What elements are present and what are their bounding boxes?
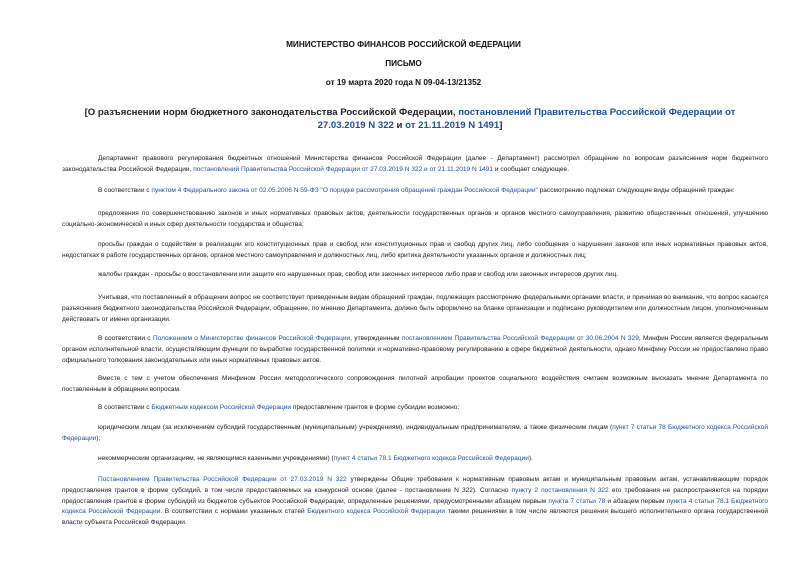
paragraph-decree-322	[62, 475, 768, 529]
title-text-and: и	[393, 120, 406, 131]
paragraph-text: предоставление грантов в форме субсидии возможно:	[291, 404, 460, 411]
paragraph-regulation	[62, 334, 768, 366]
paragraph-text: утверждены Общие требования к нормативным правовым актам и муниципальным правовым актам, устанавливающим порядок предоставления грантов в форме субсидий, в том числе предоставляемых на конкурсной основе (далее - постановление N 322). Согласно	[62, 476, 768, 494]
paragraph-complaints: жалобы граждан - просьбы о восстановлении или защите его нарушенных прав, свобод или законных интересов либо прав и свобод или законных интересов других лиц.	[98, 271, 619, 278]
paragraph-text: , утвержденным	[350, 335, 402, 342]
document-type: ПИСЬМО	[385, 59, 422, 68]
paragraph-law-59	[62, 186, 768, 197]
paragraph-text: . В соответствии с нормами указанных статей	[160, 508, 308, 516]
paragraph-intro	[62, 154, 768, 176]
paragraph-requests: просьбы граждан о содействии в реализации его конституционных прав и свобод или конституционных прав и свобод других лиц, либо сообщения о нарушении законов или иных нормативных правовых актов, недостатках в работе государственных органов, органов местного самоуправления и должностных лиц, либо критика деятельности указанных органов и должностных лиц;	[62, 241, 768, 259]
paragraph-considering: Учитывая, что поставленный в обращении вопрос не соответствует приведенным видам обращений граждан, подлежащих рассмотрению федеральными органами власти, и принимая во внимание, что вопрос касается разъяснения бюджетного законодательства Российской Федерации, обращение, по мнению Департамента, должно быть оформлено на бланке организации и подписано руководителем или должностным лицом, уполномоченным действовать от имени организации.	[62, 294, 768, 323]
link-article-78-1-p4-b[interactable]: пункта 4 статьи 78.1 Бюджетного кодекса Российской Федерации	[62, 497, 769, 516]
link-decree-322[interactable]: Постановлением Правительства Российской Федерации от 27.03.2019 N 322	[98, 476, 347, 483]
paragraph-text: );	[96, 434, 101, 442]
title-text-close: ]	[499, 120, 503, 131]
paragraph-text: ).	[528, 455, 533, 462]
link-ministry-regulation[interactable]: Положением о Министерстве финансов Российской Федерации	[152, 335, 351, 342]
paragraph-text: юридическим лицам (за исключением субсидий государственным (муниципальным) учреждениям), индивидуальным предпринимателям, а также физическим лицам (	[98, 424, 613, 431]
link-decree-322-p2[interactable]: пункту 2 постановления N 322	[511, 486, 609, 494]
paragraph-text: В соответствии с	[98, 187, 152, 194]
link-decrees-322-1491[interactable]: постановлений Правительства Российской Федерации от 27.03.2019 N 322 и от 21.11.2019 N 1491	[193, 165, 494, 173]
link-budget-code-b[interactable]: Бюджетного кодекса Российской Федерации	[307, 508, 446, 516]
document-date-number: от 19 марта 2020 года N 09-04-13/21352	[325, 78, 482, 87]
paragraph-text: некоммерческим организациям, не являющимся казенными учреждениями) (	[98, 455, 334, 462]
link-article-78-p7-b[interactable]: пункта 7 статьи 78	[548, 497, 606, 505]
paragraph-proposals: предложения по совершенствованию законов и иных нормативных правовых актов, деятельности государственных органов и органов местного самоуправления, развитию общественных отношений, улучшению социально-экономической и иных сфер деятельности государства и общества;	[62, 210, 768, 228]
paragraph-budget-code	[62, 403, 768, 414]
paragraph-text: В соответствии с	[98, 404, 152, 411]
link-budget-code[interactable]: Бюджетным кодексом Российской Федерации	[151, 404, 292, 411]
link-article-78-1-p4[interactable]: пункт 4 статьи 78.1 Бюджетного кодекса Российской Федерации	[333, 455, 529, 462]
paragraph-nonprofits	[62, 454, 768, 465]
link-decree-329[interactable]: постановлением Правительства Российской Федерации от 30.06.2004 N 329	[401, 335, 639, 342]
paragraph-text: рассмотрению подлежат следующие виды обращений граждан:	[537, 187, 735, 194]
paragraph-opinion: Вместе с тем с учетом обеспечения Минфином России методологического сопровождения пилотной апробации проектов социального воздействия считаем возможным высказать мнение Департамента по поставленным в обращении вопросам.	[62, 375, 768, 393]
ministry-heading: МИНИСТЕРСТВО ФИНАНСОВ РОССИЙСКОЙ ФЕДЕРАЦИИ	[286, 40, 521, 49]
paragraph-text: и сообщает следующее.	[493, 165, 570, 173]
paragraph-text: В соответствии с	[98, 335, 153, 342]
paragraph-legal-entities	[62, 423, 768, 445]
title-text-open: [О разъяснении норм бюджетного законодательства Российской Федерации,	[84, 107, 459, 118]
title-link-decree-1491[interactable]: от 21.11.2019 N 1491	[405, 120, 500, 131]
paragraph-text: и абзацем первым	[605, 497, 667, 505]
document-title	[60, 106, 760, 132]
link-law-59-fz[interactable]: пунктом 4 Федерального закона от 02.05.2006 N 59-ФЗ "О порядке рассмотрения обращений граждан Российской Федерации"	[151, 187, 538, 194]
title-link-decree-322[interactable]: постановлений Правительства Российской Федерации от 27.03.2019 N 322	[317, 107, 736, 131]
paragraph-text: Департамент правового регулирования бюджетных отношений Министерства финансов Российской Федерации (далее - Департамент) рассмотрел обращение по вопросам разъяснения норм бюджетного законодательства Российской Федерации,	[62, 155, 768, 173]
paragraph-text: такими решениями в том числе являются решения высшего исполнительного органа государственной власти субъекта Российской Федерации.	[62, 508, 768, 527]
link-article-78-p7[interactable]: пункт 7 статьи 78 Бюджетного кодекса Российской Федерации	[62, 424, 768, 442]
paragraph-text: его требования не распространяются на порядки предоставления грантов в форме субсидий из бюджетов субъектов Российской Федерации, определенные решениями, предусмотренными абзацем первым	[62, 486, 768, 505]
paragraph-text: , Минфин России является федеральным органом исполнительной власти, осуществляющим функции по выработке государственной политики и нормативно-правовому регулированию в сфере бюджетной деятельности, однако Минфину России не предоставлено право официального толкования законодательных или иных нормативных правовых актов.	[62, 335, 768, 364]
